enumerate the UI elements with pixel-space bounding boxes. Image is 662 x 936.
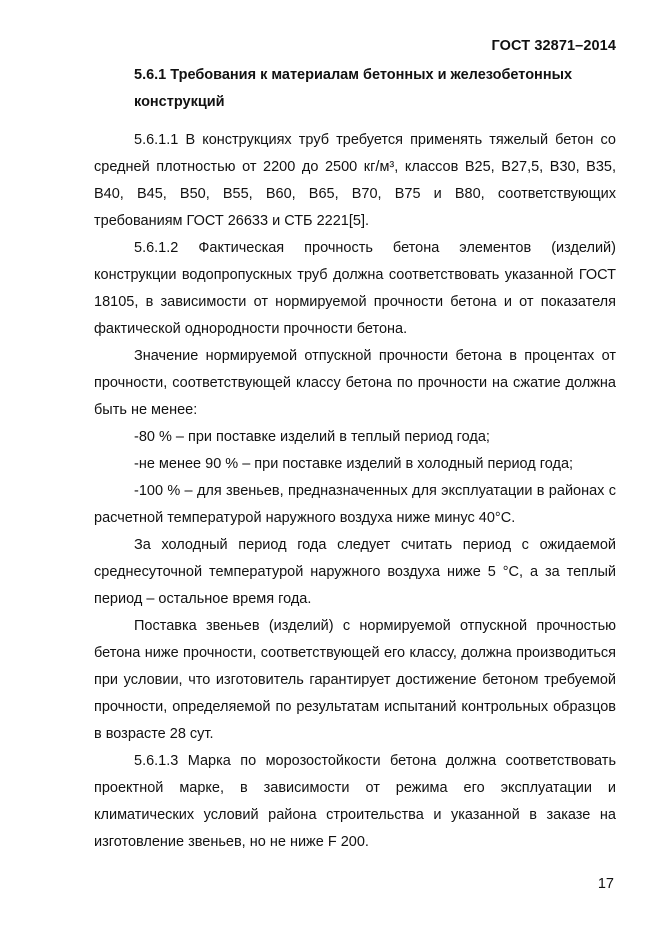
list-item-warm-period: -80 % – при поставке изделий в теплый период года;: [134, 429, 490, 445]
paragraph-strength-intro: Значение нормируемой отпускной прочности бетона в процентах от прочности, соответствующей классу бетона по прочности на сжатие должна быть не менее:: [94, 348, 616, 418]
body-text: [94, 127, 616, 856]
page-number: 17: [597, 876, 614, 892]
paragraph-delivery-conditions: Поставка звеньев (изделий) с нормируемой отпускной прочностью бетона ниже прочности, соответствующей его классу, должна производиться при условии, что изготовитель гарантирует достижение бетоном требуемой прочности, определяемой по результатам испытаний контрольных образцов в возрасте 28 сут.: [94, 618, 616, 742]
list-item-cold-period: -не менее 90 % – при поставке изделий в холодный период года;: [134, 456, 574, 472]
paragraph-5-6-1-2: 5.6.1.2 Фактическая прочность бетона элементов (изделий) конструкции водопропускных труб должна соответствовать указанной ГОСТ 18105, в зависимости от нормируемой прочности бетона и от показателя фактической однородности прочности бетона.: [94, 240, 616, 337]
standard-header: ГОСТ 32871–2014: [491, 38, 616, 54]
paragraph-5-6-1-3: 5.6.1.3 Марка по морозостойкости бетона должна соответствовать проектной марке, в зависимости от режима его эксплуатации и климатических условий района строительства и указанной в заказе на изготовление звеньев, но не ниже F 200.: [94, 753, 616, 850]
section-heading: 5.6.1 Требования к материалам бетонных и железобетонных конструкций: [134, 67, 573, 110]
paragraph-5-6-1-1: 5.6.1.1 В конструкциях труб требуется применять тяжелый бетон со средней плотностью от 2200 до 2500 кг/м³, классов В25, В27,5, В30, В35, В40, В45, В50, В55, В60, В65, В70, В75 и В80, соответствующих требованиям ГОСТ 26633 и СТБ 2221[5].: [94, 132, 616, 229]
list-item-northern-regions: -100 % – для звеньев, предназначенных для эксплуатации в районах с расчетной температурой наружного воздуха ниже минус 40°С.: [94, 483, 616, 526]
paragraph-cold-period-definition: За холодный период года следует считать период с ожидаемой среднесуточной температурой наружного воздуха ниже 5 °С, а за теплый период – остальное время года.: [94, 537, 616, 607]
